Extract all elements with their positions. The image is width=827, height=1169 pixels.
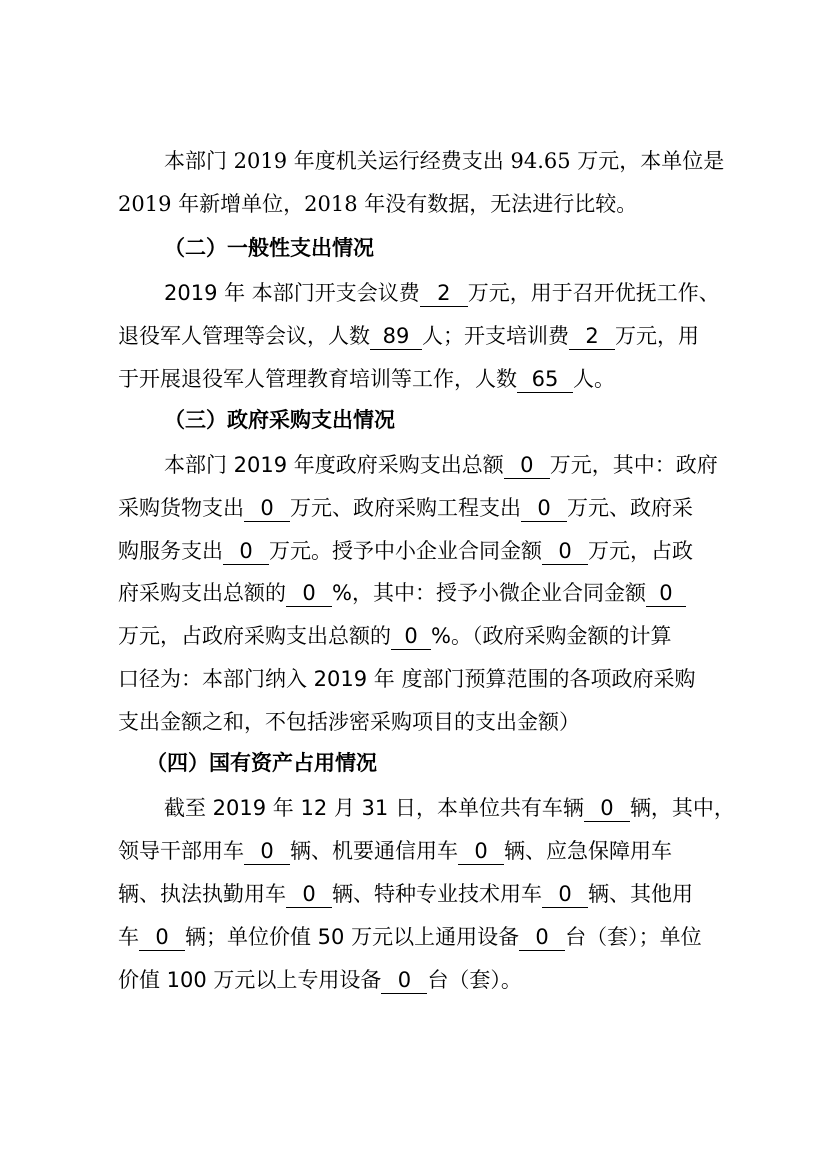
text-segment: 辆、执法执勤用车 [118,882,286,906]
leader-vehicles-value: 0 [244,839,290,865]
text-segment: 万元，用 [615,324,699,348]
works-value: 0 [521,496,567,522]
procurement-total-value: 0 [504,453,550,479]
services-value: 0 [223,539,269,565]
text-segment: 人；开支培训费 [422,324,569,348]
text-segment: 万元、政府采 [567,496,693,520]
text-line [0,321,827,351]
assets-heading: （四）国有资产占用情况 [146,751,377,775]
text-segment: 万元。授予中小企业合同金额 [269,539,542,563]
special-equipment-value: 0 [381,968,427,994]
text-segment: 2019 年 本部门开支会议费 [164,281,420,305]
meeting-people-value: 89 [370,324,422,350]
text-line [0,621,827,651]
text-segment: 万元，占政 [588,539,693,563]
text-segment: 购服务支出 [118,539,223,563]
text-segment: 截至 2019 年 12 月 31 日，本单位共有车辆 [164,796,584,820]
text-line [0,578,827,608]
text-line [0,879,827,909]
sme-value: 0 [542,539,588,565]
text-segment: 万元，占政府采购支出总额的 [118,624,391,648]
text-line [0,664,827,694]
procurement-note: 口径为：本部门纳入 2019 年 度部门预算范围的各项政府采购 [118,667,696,691]
enforcement-vehicles-value: 0 [286,882,332,908]
text-line [0,189,827,219]
text-segment: 车 [118,925,139,949]
text-segment: 台（套）。 [427,968,522,992]
training-fee-value: 2 [569,324,615,350]
section-heading [0,748,827,778]
text-segment: 本部门 2019 年度政府采购支出总额 [164,453,504,477]
procurement-heading: （三）政府采购支出情况 [164,408,395,432]
general-expense-heading: （二）一般性支出情况 [164,236,374,260]
text-segment: 辆、机要通信用车 [290,839,458,863]
text-line [0,364,827,394]
text-segment: %。（政府采购金额的计算 [431,624,672,648]
training-people-value: 65 [517,367,573,393]
text-segment: %，其中：授予小微企业合同金额 [332,581,646,605]
text-segment: 退役军人管理等会议，人数 [118,324,370,348]
text-segment: 于开展退役军人管理教育培训等工作，人数 [118,367,517,391]
running-costs-text: 2019 年新增单位，2018 年没有数据，无法进行比较。 [118,192,638,216]
procurement-note: 支出金额之和，不包括涉密采购项目的支出金额） [118,710,580,734]
text-segment: 价值 100 万元以上专用设备 [118,968,382,992]
text-segment: 万元，用于召开优抚工作、 [467,281,720,305]
text-line [0,793,827,823]
text-line [0,836,827,866]
text-segment: 万元、政府采购工程支出 [290,496,521,520]
text-segment: 辆、其他用 [588,882,693,906]
running-costs-text: 本部门 2019 年度机关运行经费支出 94.65 万元，本单位是 [164,149,725,173]
text-segment: 辆；单位价值 50 万元以上通用设备 [185,925,520,949]
sme-percent-value: 0 [286,581,332,607]
text-line [0,707,827,737]
text-line [0,450,827,480]
micro-value: 0 [646,581,686,607]
text-segment: 万元，其中：政府 [549,453,718,477]
text-segment: 人。 [573,367,615,391]
section-heading [0,233,827,263]
meeting-fee-value: 2 [420,281,468,307]
other-vehicles-value: 0 [139,925,185,951]
text-line [0,278,827,308]
goods-value: 0 [244,496,290,522]
special-vehicles-value: 0 [542,882,588,908]
section-heading [0,405,827,435]
general-equipment-value: 0 [519,925,565,951]
text-line [0,965,827,995]
text-segment: 辆、特种专业技术用车 [332,882,542,906]
text-line [0,493,827,523]
text-segment: 台（套）；单位 [565,925,702,949]
micro-percent-value: 0 [391,624,431,650]
text-line [0,146,827,176]
text-segment: 辆、应急保障用车 [504,839,672,863]
vehicles-value: 0 [584,796,630,822]
text-segment: 领导干部用车 [118,839,244,863]
text-line [0,922,827,952]
text-segment: 辆，其中， [629,796,735,820]
text-segment: 府采购支出总额的 [118,581,286,605]
text-segment: 采购货物支出 [118,496,244,520]
text-line [0,536,827,566]
confidential-vehicles-value: 0 [458,839,504,865]
